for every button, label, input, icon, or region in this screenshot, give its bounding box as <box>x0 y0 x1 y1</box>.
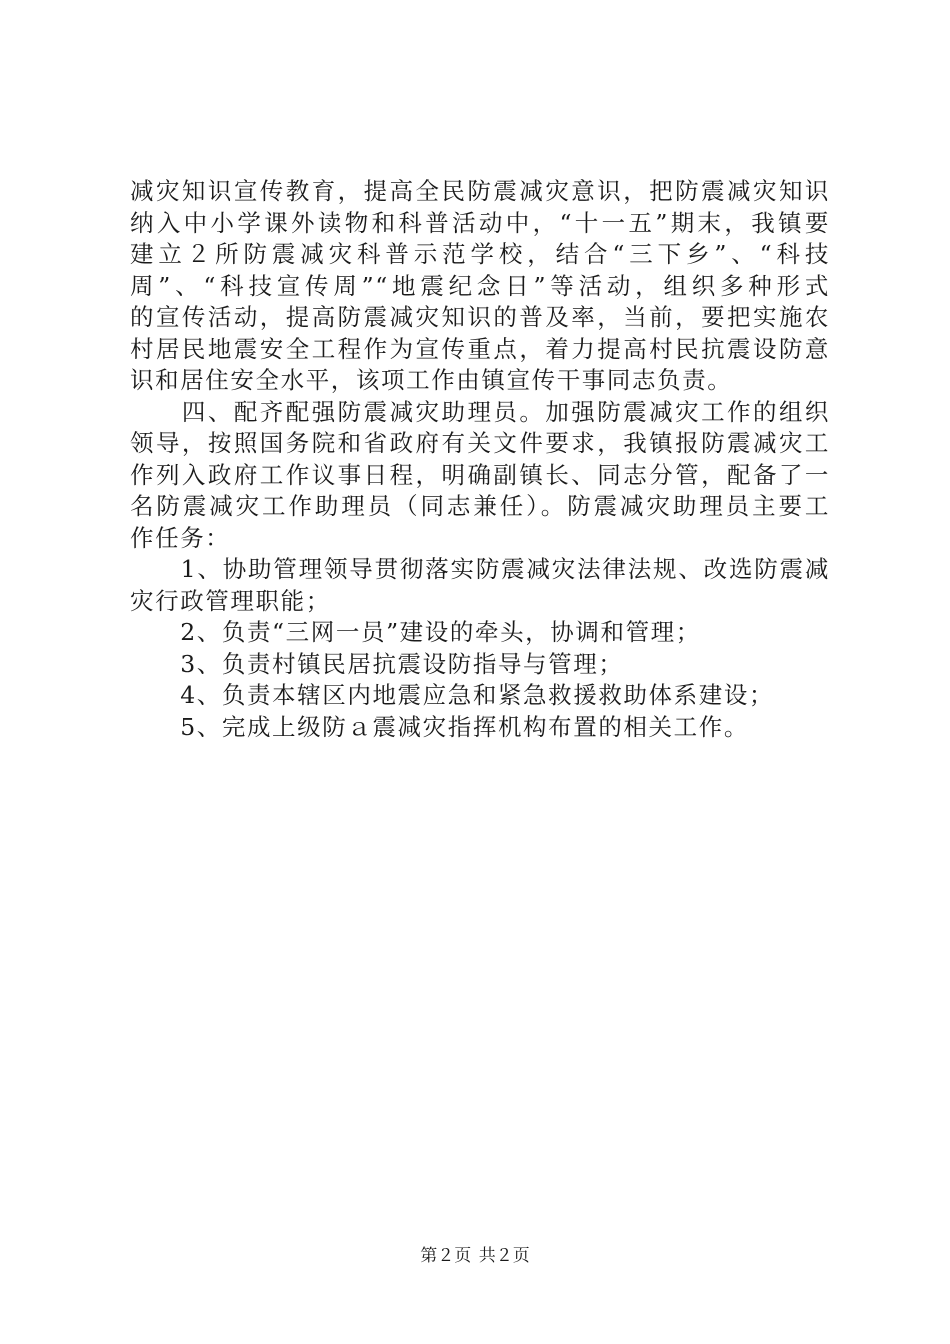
text-line: 识和居住安全水平，该项工作由镇宣传干事同志负责。 <box>130 366 733 394</box>
document-body <box>130 176 830 743</box>
text-line: 灾行政管理职能； <box>130 586 331 615</box>
page-total: 共２页 <box>478 1246 530 1266</box>
text-line: 5、完成上级防ａ震减灾指挥机构布置的相关工作。 <box>130 712 749 741</box>
page-number: 第２页 <box>420 1246 472 1266</box>
text-line: 作任务： <box>130 523 231 552</box>
text-line: 减灾知识宣传教育，提高全民防震减灾意识，把防震减灾知识 <box>130 177 830 205</box>
text-line: 四、配齐配强防震减灾助理员。加强防震减灾工作的组织 <box>130 397 830 426</box>
text-line: 村居民地震安全工程作为宣传重点，着力提高村民抗震设防意 <box>130 334 830 363</box>
text-line: 周”、“科技宣传周”“地震纪念日”等活动，组织多种形式 <box>130 271 830 300</box>
text-line: 2、负责“三网一员”建设的牵头，协调和管理； <box>130 618 701 646</box>
text-line: 作列入政府工作议事日程，明确副镇长、同志分管，配备了一 <box>130 460 830 489</box>
text-line: 名防震减灾工作助理员（同志兼任）。防震减灾助理员主要工 <box>130 492 830 520</box>
text-line: 1、协助管理领导贯彻落实防震减灾法律法规、改选防震减 <box>130 555 830 583</box>
text-line: 3、负责村镇民居抗震设防指导与管理； <box>130 649 624 678</box>
text-line: 4、负责本辖区内地震应急和紧急救援救助体系建设； <box>130 681 775 709</box>
page-footer <box>0 1244 950 1268</box>
text-line: 的宣传活动，提高防震减灾知识的普及率，当前，要把实施农 <box>130 303 830 331</box>
text-line: 领导，按照国务院和省政府有关文件要求，我镇报防震减灾工 <box>130 429 830 457</box>
text-line: 纳入中小学课外读物和科普活动中，“十一五”期末，我镇要 <box>130 208 830 237</box>
text-line: 建立２所防震减灾科普示范学校，结合“三下乡”、“科技 <box>130 240 830 268</box>
